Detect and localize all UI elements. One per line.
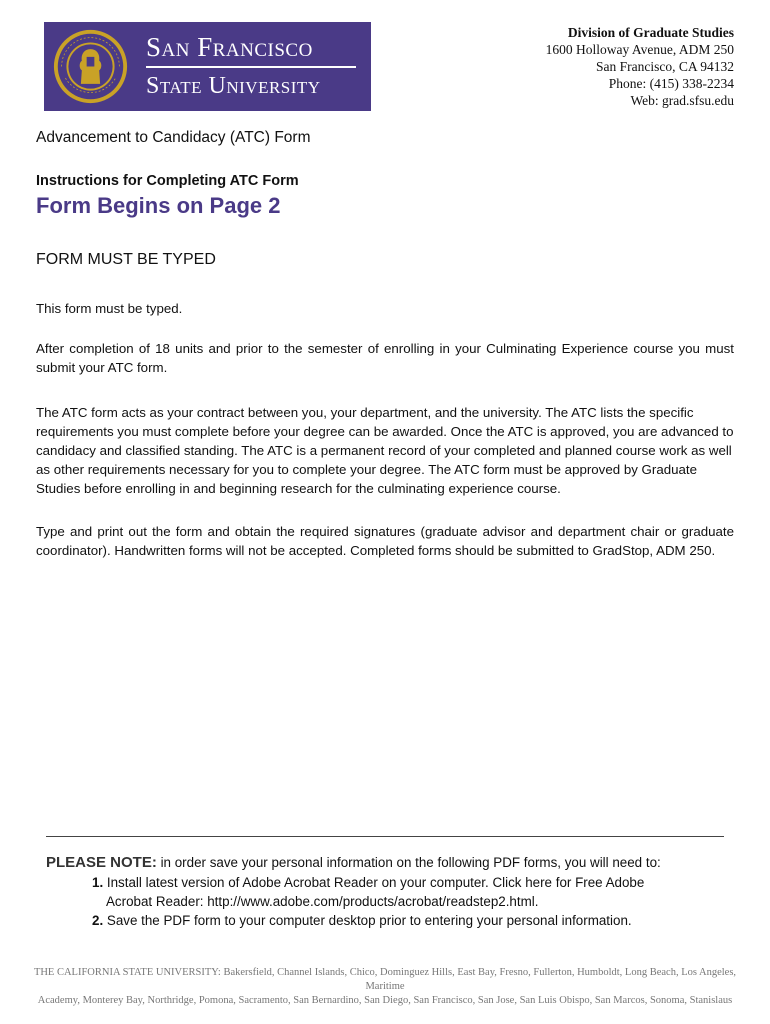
step-1-link[interactable]: Acrobat Reader: http://www.adobe.com/products/acrobat/readstep2.html. bbox=[106, 894, 539, 909]
address-city: San Francisco, CA 94132 bbox=[596, 59, 734, 74]
footer-line-2: Academy, Monterey Bay, Northridge, Pomona, Sacramento, San Bernardino, San Diego, San Francisco, San Jose, San Luis Obispo, San Marcos, Sonoma, Stanislaus bbox=[37, 995, 733, 1006]
university-seal-icon bbox=[52, 28, 129, 105]
step-1-text[interactable]: Install latest version of Adobe Acrobat Reader on your computer. Click here for Free Adobe bbox=[103, 875, 645, 890]
please-note-label: PLEASE NOTE: bbox=[46, 854, 157, 871]
step-2-number: 2. bbox=[92, 913, 104, 928]
note-steps bbox=[92, 873, 692, 930]
wordmark-divider bbox=[146, 66, 356, 68]
step-1 bbox=[92, 873, 692, 892]
step-2 bbox=[92, 911, 692, 930]
wordmark-line-2: State University bbox=[146, 73, 321, 99]
paragraph-3: The ATC form acts as your contract between you, your department, and the university. The ATC lists the specific requirements you must complete before your degree can be awarded. Once the ATC is approved, you are advanced to candidacy and classified standing. The ATC is a permanent record of your completed and planned course work as well as other requirements necessary for you to complete your degree. The ATC form must be approved by Graduate Studies before enrolling in and beginning research for the culminating experience course. bbox=[36, 405, 734, 496]
university-wordmark bbox=[146, 32, 360, 100]
wordmark-line-1: San Francisco bbox=[146, 32, 313, 62]
instructions-heading: Instructions for Completing ATC Form bbox=[36, 173, 299, 189]
please-note bbox=[46, 853, 736, 872]
address-phone: Phone: (415) 338-2234 bbox=[608, 76, 734, 91]
address-web: Web: grad.sfsu.edu bbox=[630, 93, 734, 108]
please-note-text: in order save your personal information on the following PDF forms, you will need to: bbox=[156, 855, 661, 870]
division-address bbox=[546, 24, 734, 109]
step-1-number: 1. bbox=[92, 875, 104, 890]
university-logo bbox=[44, 22, 371, 111]
paragraph-1: This form must be typed. bbox=[36, 301, 183, 316]
division-name: Division of Graduate Studies bbox=[567, 25, 734, 40]
paragraph-4: Type and print out the form and obtain the required signatures (graduate advisor and department chair or graduate coordinator). Handwritten forms will not be accepted. Completed forms should be submitted to GradStop, ADM 250. bbox=[36, 524, 734, 558]
csu-footer bbox=[24, 966, 746, 1008]
step-2-text: Save the PDF form to your computer desktop prior to entering your personal information. bbox=[103, 913, 632, 928]
must-be-typed-heading: FORM MUST BE TYPED bbox=[36, 251, 216, 268]
address-street: 1600 Holloway Avenue, ADM 250 bbox=[545, 42, 734, 57]
paragraph-2: After completion of 18 units and prior to the semester of enrolling in your Culminating Experience course you must submit your ATC form. bbox=[36, 341, 734, 375]
footer-line-1: THE CALIFORNIA STATE UNIVERSITY: Bakersfield, Channel Islands, Chico, Dominguez Hills, East Bay, Fresno, Fullerton, Humboldt, Long Beach, Los Angeles, Maritime bbox=[33, 967, 737, 992]
section-divider bbox=[46, 836, 724, 837]
form-begins-heading: Form Begins on Page 2 bbox=[36, 193, 281, 218]
form-title: Advancement to Candidacy (ATC) Form bbox=[36, 129, 311, 146]
